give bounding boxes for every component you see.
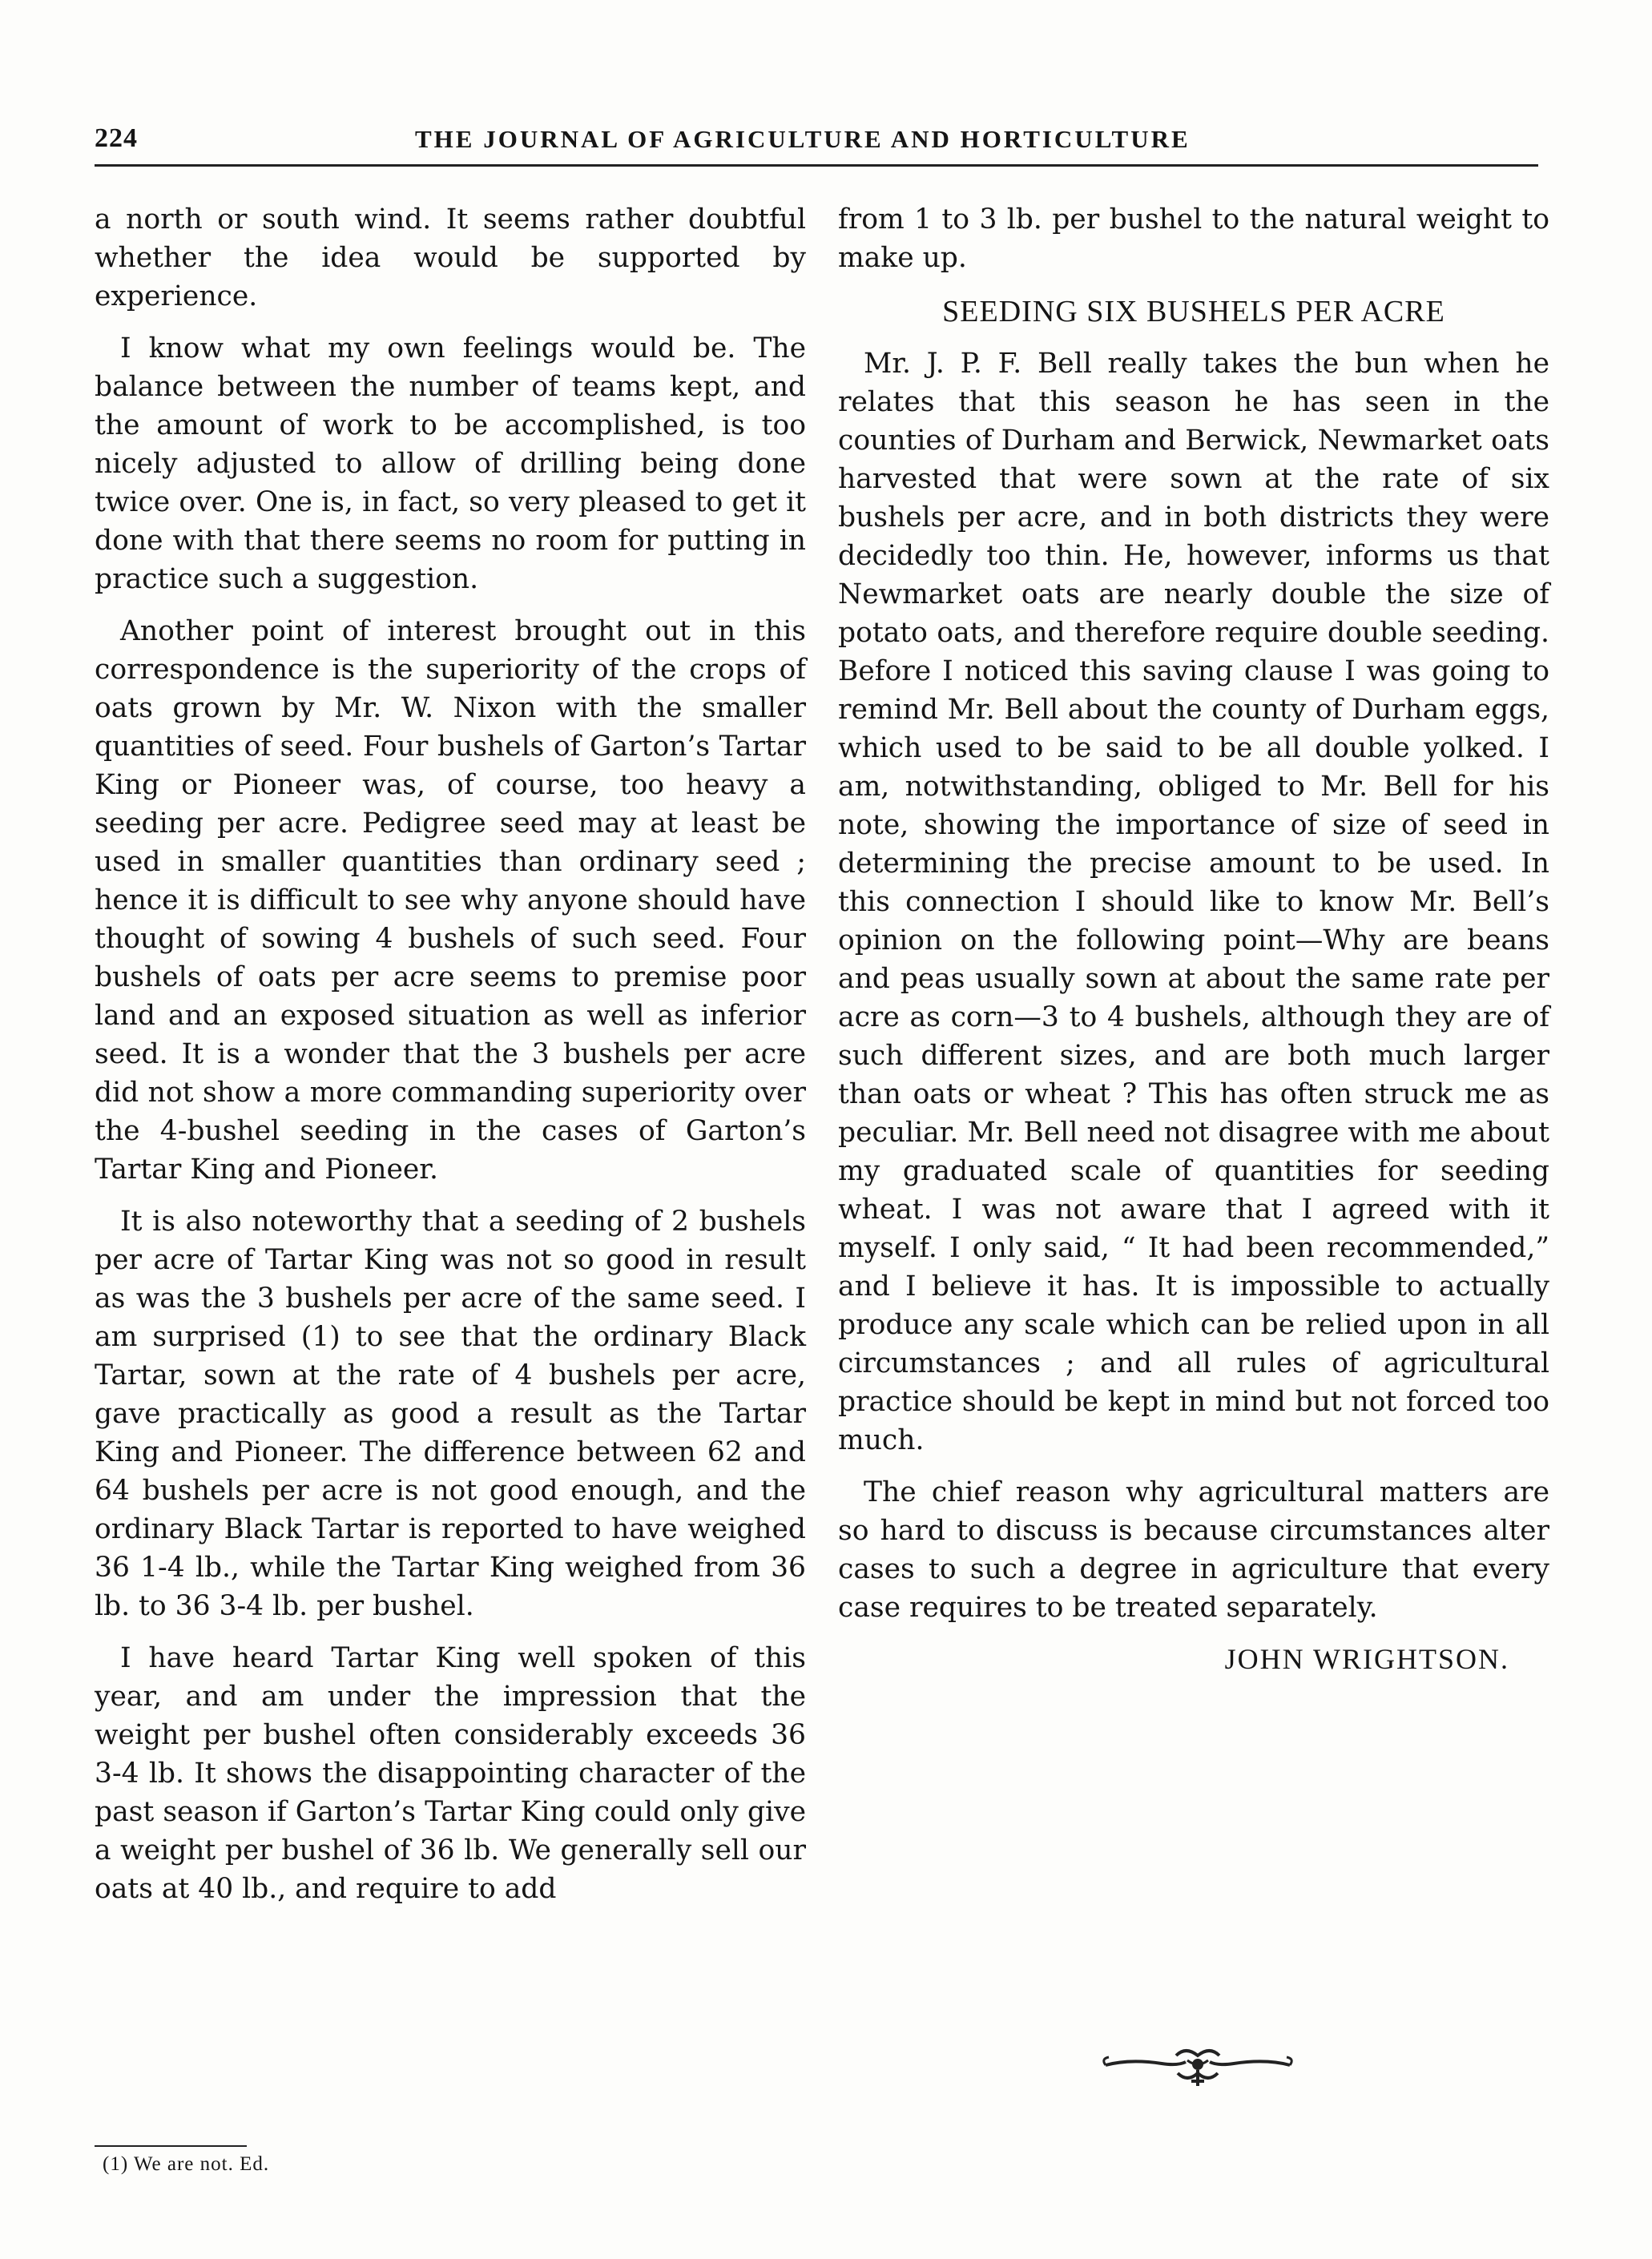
- journal-title: THE JOURNAL OF AGRICULTURE AND HORTICULTURE: [415, 125, 1191, 153]
- paragraph: I have heard Tartar King well spoken of this year, and am under the impression that the weight per bushel often considerably exceeds 36 3-4 lb. It shows the disappointing character of the past season if Garton’s Tartar King could only give a weight per bushel of 36 lb. We generally sell our oats at 40 lb., and require to add: [95, 1642, 806, 1905]
- author-signature: JOHN WRIGHTSON.: [1224, 1643, 1509, 1675]
- paragraph: Mr. J. P. F. Bell really takes the bun when he relates that this season he has seen in the counties of Durham and Berwick, Newmarket oats harvested that were sown at the rate of six bushels per acre, and in both districts they were decidedly too thin. He, however, informs us that Newmarket oats are nearly double the size of potato oats, and therefore require double seeding. Before I noticed this saving clause I was going to remind Mr. Bell about the county of Durham eggs, which used to be said to be all double yolked. I am, notwithstanding, obliged to Mr. Bell for his note, showing the importance of size of seed in determining the precise amount to be used. In this connection I should like to know Mr. Bell’s opinion on the following point—Why are beans and peas usually sown at about the same rate per acre as corn—3 to 4 bushels, although they are of such different sizes, and are both much larger than oats or wheat ? This has often struck me as peculiar. Mr. Bell need not disagree with me about my graduated scale of quantities for seeding wheat. I was not aware that I agreed with it myself. I only said, “ It had been recommended,” and I believe it has. It is impossible to actually produce any scale which can be relied upon in all circumstances ; and all rules of agricultural practice should be kept in mind but not forced too much.: [838, 348, 1549, 1456]
- left-column: [95, 200, 806, 1922]
- section-heading: SEEDING SIX BUSHELS PER ACRE: [942, 295, 1445, 328]
- paragraph: I know what my own feelings would be. The balance between the number of teams kept, and the amount of work to be accomplished, is too nicely adjusted to allow of drilling being done twice over. One is, in fact, so very pleased to get it done with that there seems no room for putting in practice such a suggestion.: [95, 332, 806, 595]
- right-column: [838, 200, 1549, 1677]
- paragraph: It is also noteworthy that a seeding of 2 bushels per acre of Tartar King was not so good in result as was the 3 bushels per acre of the same seed. I am surprised (1) to see that the ordinary Black Tartar, sown at the rate of 4 bushels per acre, gave practically as good a result as the Tartar King and Pioneer. The difference between 62 and 64 bushels per acre is not good enough, and the ordinary Black Tartar is reported to have weighed 36 1-4 lb., while the Tartar King weighed from 36 lb. to 36 3-4 lb. per bushel.: [95, 1206, 806, 1622]
- paragraph: Another point of interest brought out in this correspondence is the superiority of the crops of oats grown by Mr. W. Nixon with the smaller quantities of seed. Four bushels of Garton’s Tartar King or Pioneer was, of course, too heavy a seeding per acre. Pedigree seed may at least be used in smaller quantities than ordinary seed ; hence it is difficult to see why anyone should have thought of sowing 4 bushels of such seed. Four bushels of oats per acre seems to premise poor land and an exposed situation as well as inferior seed. It is a wonder that the 3 bushels per acre did not show a more commanding superiority over the 4-bushel seeding in the cases of Garton’s Tartar King and Pioneer.: [95, 615, 806, 1186]
- page-number: 224: [95, 123, 138, 153]
- header-rule: [95, 164, 1538, 167]
- paragraph: The chief reason why agricultural matters are so hard to discuss is because circumstances alter cases to such a degree in agriculture that every case requires to be treated separately.: [838, 1476, 1549, 1624]
- decorative-scroll-ornament-icon: [1098, 2041, 1298, 2089]
- running-head: [95, 123, 1537, 155]
- footnote: (1) We are not. Ed.: [103, 2153, 270, 2175]
- paragraph: a north or south wind. It seems rather doubtful whether the idea would be supported by experience.: [95, 203, 806, 312]
- footnote-rule: [95, 2145, 247, 2147]
- paragraph-continuation: from 1 to 3 lb. per bushel to the natural weight to make up.: [838, 203, 1549, 274]
